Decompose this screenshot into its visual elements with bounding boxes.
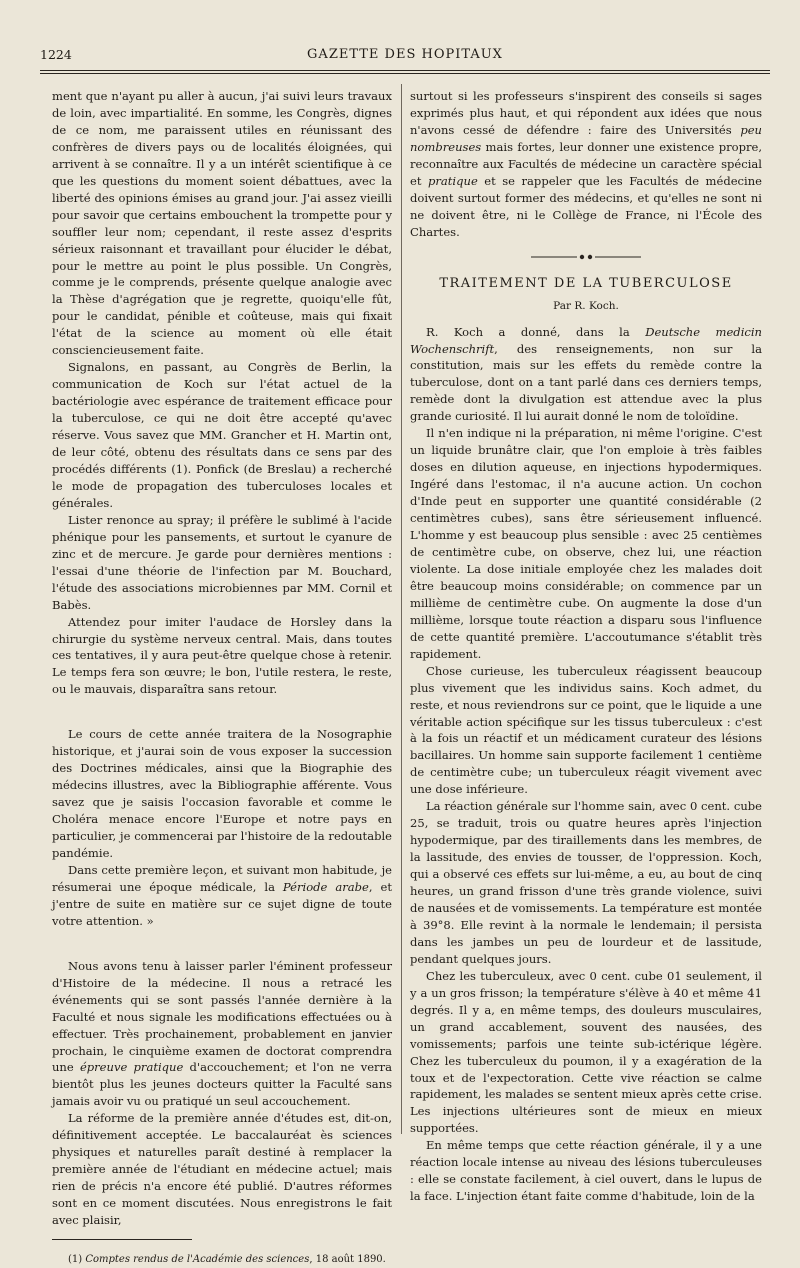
text-run: , et j'entre de suite en matière sur ce sujet digne de toute votre attention. » [52, 879, 392, 928]
header-rule-thick [40, 73, 770, 74]
section-ornament [410, 249, 762, 257]
paragraph [410, 88, 762, 241]
footnote [52, 1252, 392, 1268]
paragraph: ment que n'ayant pu aller à aucun, j'ai suivi leurs travaux de loin, avec impartialité. En somme, les Congrès, dignes de ce nom, me paraissent utiles en réunissant des confrères de divers pays ou de localités éloignées, qui arrivent à se connaître. Il y a un intérêt scientifique à ce que les questions du moment soient débattues, avec la liberté des opinions émises au grand jour. J'ai assez vieilli pour savoir que certains embouchent la trompette pour y souffler leur nom; cependant, il reste assez d'esprits sérieux raisonnant et travaillant pour élucider le débat, pour le mettre au point le plus possible. Un Congrès, comme je le comprends, présente quelque analogie avec la Thèse d'agrégation que je regrette, quoiqu'elle fût, pour le candidat, pénible et coûteuse, mais qui fixait l'état de la science au moment où elle était consciencieusement faite. [52, 89, 392, 358]
text-run: , des renseignements, non sur la constitution, mais sur les effets du remède contre la tuberculose, dont on a tant parlé dans ces derniers temps, remède dont la divulgation est attendue avec la plus grande curiosité. Il lui aurait donné le nom de toloïdine. [410, 341, 762, 424]
text-run: surtout si les professeurs s'inspirent des conseils si sages exprimés plus haut, et qui répondent aux idées que nous n'avons cessé de défendre : faire des Universités [410, 89, 762, 137]
paragraph: Attendez pour imiter l'audace de Horsley dans la chirurgie du système nerveux central. Mais, dans toutes ces tentatives, il y aura peut-être quelque chose à retenir. Le temps fera son œuvre; le bon, l'utile restera, le reste, ou le mauvais, disparaîtra sans retour. [52, 614, 392, 697]
footnote-rule [52, 1239, 192, 1240]
text-run: Nous avons tenu à laisser parler l'éminent professeur d'Histoire de la médecine. Il nous a retracé les événements qui se sont passés l'année dernière à la Faculté et nous signale les modifications effectuées ou à effectuer. Très prochainement, probablement en janvier prochain, le cinquième examen de doctorat comprendra une [52, 958, 392, 1075]
text-run: d'accouchement; et l'on ne verra bientôt plus les jeunes docteurs quitter la Faculté sans jamais avoir vu ou pratiqué un seul accouchement. [52, 1060, 392, 1109]
paragraph: Chez les tuberculeux, avec 0 cent. cube 01 seulement, il y a un gros frisson; la température s'élève à 40 et même 41 degrés. Il y a, en même temps, des douleurs musculaires, un grand accablement, souvent des nausées, des vomissements; parfois une teinte sub-ictérique légère. Chez les tuberculeux du poumon, il y a exagération de la toux et de l'expectoration. Cette vive réaction se calme rapidement, les malades se sentent mieux après cette crise. Les injections ultérieures sont de mieux en mieux supportées. [410, 968, 762, 1136]
paragraph: La réaction générale sur l'homme sain, avec 0 cent. cube 25, se traduit, trois ou quatre heures après l'injection hypodermique, par des tiraillements dans les membres, de la lassitude, des envies de tousser, de l'oppression. Koch, qui a observé ces effets sur lui-même, a eu, au bout de cinq heures, un grand frisson d'une très grande violence, suivi de nausées et de vomissements. La température est montée à 39°8. Elle revint à la normale le lendemain; il persista dans les jambes un peu de lourdeur et de lassitude, pendant quelques jours. [410, 799, 762, 966]
paragraph: La réforme de la première année d'études est, dit-on, définitivement acceptée. Le baccalauréat ès sciences physiques et naturelles paraît destiné à remplacer la première année de l'étudiant en médecine actuel; mais rien de précis n'a encore été publié. D'autres réformes sont en ce moment discutées. Nous enregistrons le fait avec plaisir, [52, 1111, 392, 1228]
italic-text: peu nombreuses [410, 122, 762, 154]
paragraph: Signalons, en passant, au Congrès de Berlin, la communication de Koch sur l'état actuel de la bactériologie avec espérance de traitement efficace pour la tuberculose, ce qui ne doit être accepté qu'avec réserve. Vous savez que MM. Grancher et H. Martin ont, de leur côté, obtenu des résultats dans ce sens par des procédés différents (1). Ponfick (de Breslau) a recherché le mode de propagation des tuberculoses locales et générales. [52, 360, 392, 510]
text-run: et se rappeler que les Facultés de médecine doivent surtout former des médecins, et qu'elles ne sont ni ne doivent être, ni le Collège de France, ni l'École des Chartes. [410, 173, 762, 239]
paragraph [410, 324, 762, 426]
section-gap [52, 698, 392, 726]
paragraph: En même temps que cette réaction générale, il y a une réaction locale intense au niveau des lésions tuberculeuses : elle se constate facilement, à ciel ouvert, dans le lupus de la face. L'injection étant faite comme d'habitude, loin de la [410, 1138, 762, 1204]
footnote-source: Comptes rendus de l'Académie des sciences [85, 1254, 310, 1265]
page-number: 1224 [40, 47, 72, 62]
text-run: mais fortes, leur donner une existence propre, reconnaître aux Facultés de médecine un caractère spécial et [410, 139, 762, 188]
journal-title: GAZETTE DES HOPITAUX [307, 47, 503, 62]
italic-text: Période arabe [282, 879, 369, 894]
page-header [40, 44, 770, 70]
article-title: TRAITEMENT DE LA TUBERCULOSE [439, 275, 733, 291]
paragraph: Il n'en indique ni la préparation, ni même l'origine. C'est un liquide brunâtre clair, que l'on emploie à très faibles doses en dilution aqueuse, en injections hypodermiques. Ingéré dans l'estomac, il n'a aucune action. Un cochon d'Inde peut en supporter une quantité considérable (2 centimètres cubes), sans être sérieusement influencé. L'homme y est beaucoup plus sensible : avec 25 centièmes de centimètre cube, on observe, chez lui, une réaction violente. La dose initiale employée chez les malades doit être beaucoup moins considérable; on commence par un millième de centimètre cube. On augmente la dose d'un millième, lorsque toute réaction a disparu sous l'influence de cette quantité première. L'accoutumance s'établit très rapidement. [410, 426, 762, 661]
text-run: Dans cette première leçon, et suivant mon habitude, je résumerai une époque médicale, la [52, 862, 392, 894]
footnote-number: (1) [68, 1254, 86, 1265]
ornament-rule-icon [531, 253, 641, 261]
column-divider [401, 84, 402, 1134]
header-rule-thin [40, 70, 770, 71]
article-byline: Par R. Koch. [553, 299, 619, 312]
italic-text: Deutsche medicin Wochenschrift [410, 324, 762, 356]
paragraph [52, 862, 392, 930]
section-gap [52, 930, 392, 958]
paragraph [52, 958, 392, 1111]
italic-text: épreuve pratique [79, 1060, 184, 1075]
italic-text: pratique [427, 173, 478, 188]
left-column [52, 88, 392, 1268]
paragraph: Lister renonce au spray; il préfère le sublimé à l'acide phénique pour les pansements, et surtout le cyanure de zinc et de mercure. Je garde pour dernières mentions : l'essai d'une théorie de l'infection par M. Bouchard, l'étude des associations microbiennes par MM. Cornil et Babès. [52, 512, 392, 612]
paragraph: Chose curieuse, les tuberculeux réagissent beaucoup plus vivement que les individus sains. Koch admet, du reste, et nous reviendrons sur ce point, que le liquide a une véritable action spécifique sur les tissus tuberculeux : c'est à la fois un réactif et un médicament curateur des lésions bacillaires. Un homme sain supporte facilement 1 centième de centimètre cube; un tuberculeux réagit vivement avec une dose inférieure. [410, 663, 762, 797]
footnote-date: , 18 août 1890. [309, 1254, 386, 1265]
paragraph: Le cours de cette année traitera de la Nosographie historique, et j'aurai soin de vous exposer la succession des Doctrines médicales, ainsi que la Biographie des médecins illustres, avec la Bibliographie afférente. Vous savez que je saisis l'occasion favorable et comme le Choléra menace encore l'Europe et notre pays en particulier, je commencerai par l'histoire de la redoutable pandémie. [52, 727, 392, 860]
right-column [410, 88, 762, 1205]
text-run: R. Koch a donné, dans la [426, 324, 646, 339]
